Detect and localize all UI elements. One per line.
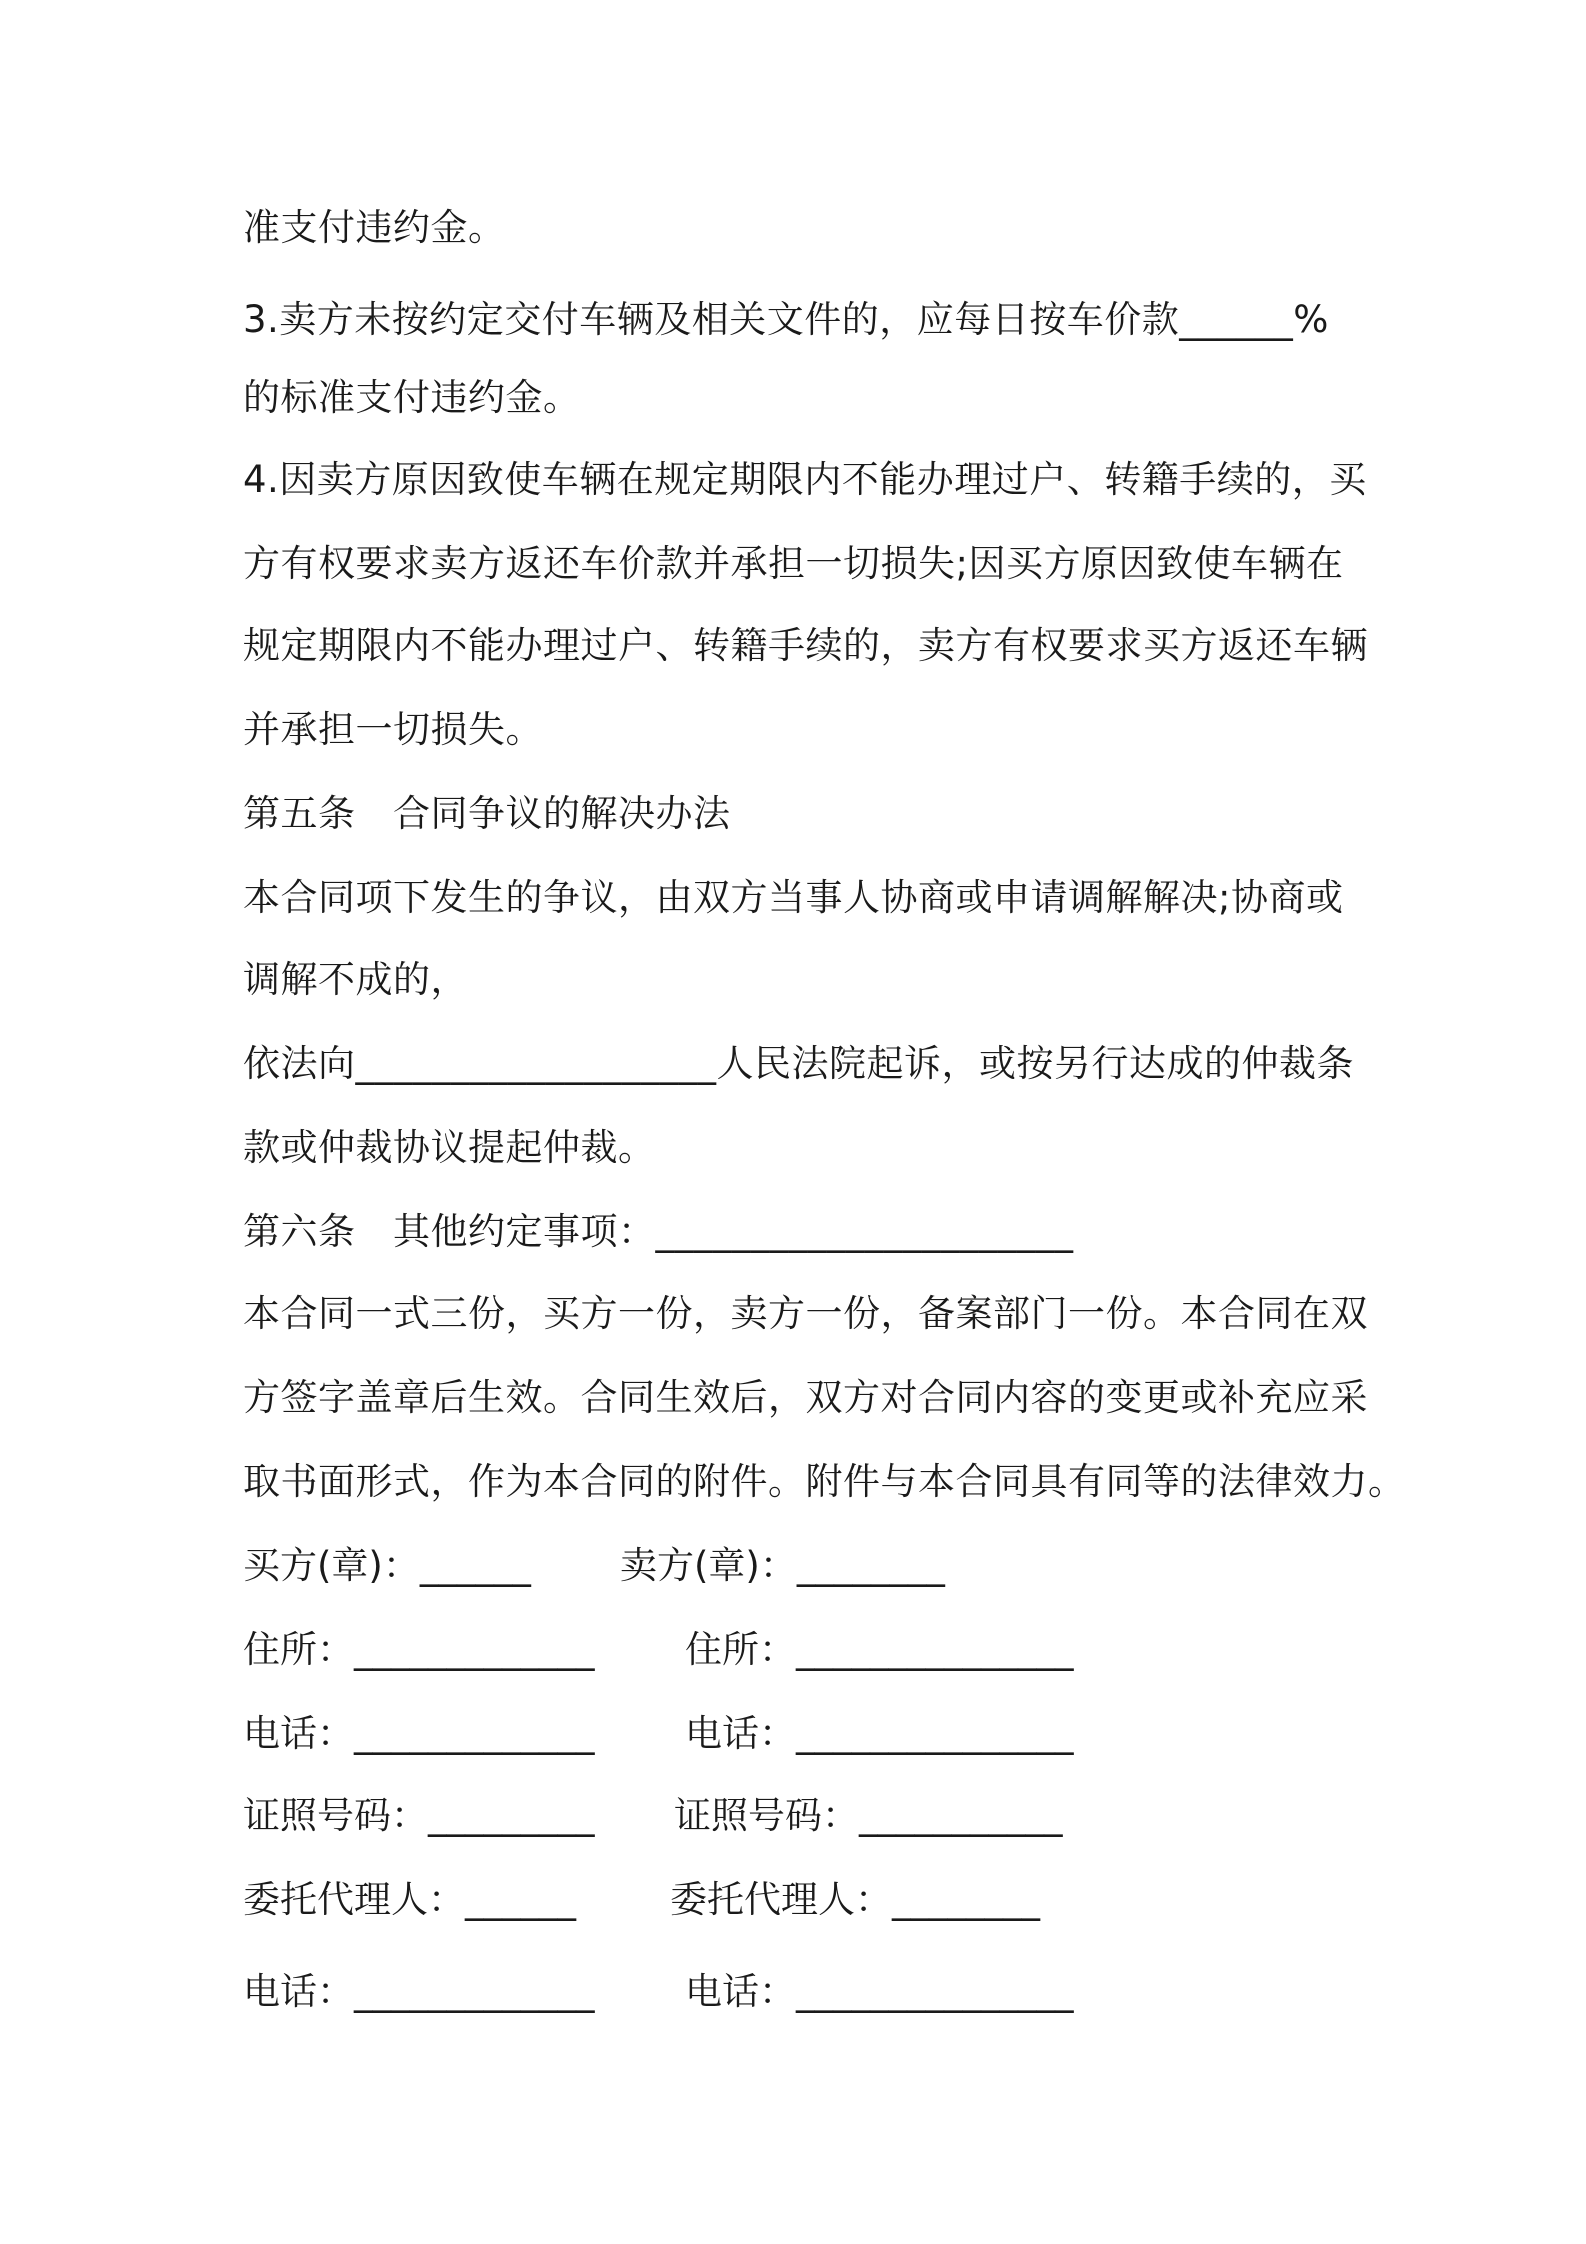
section-heading: 第五条 合同争议的解决办法 bbox=[243, 792, 731, 835]
text-line: 方有权要求卖方返还车价款并承担一切损失;因买方原因致使车辆在 bbox=[243, 542, 1344, 585]
text-line: 本合同一式三份，买方一份，卖方一份，备案部门一份。本合同在双 bbox=[243, 1292, 1368, 1335]
text-line: 取书面形式，作为本合同的附件。附件与本合同具有同等的法律效力。 bbox=[243, 1460, 1406, 1503]
buyer-seal-field: 买方(章)：______ bbox=[243, 1544, 531, 1587]
text-line: 本合同项下发生的争议，由双方当事人协商或申请调解解决;协商或 bbox=[243, 876, 1344, 919]
text-line: 依法向___________________人民法院起诉，或按另行达成的仲裁条 bbox=[243, 1042, 1354, 1085]
text-line: 准支付违约金。 bbox=[243, 206, 506, 249]
buyer-phone-field: 电话：_____________ bbox=[243, 1712, 595, 1755]
text-line: 并承担一切损失。 bbox=[243, 708, 543, 751]
clause-line: 4.因卖方原因致使车辆在规定期限内不能办理过户、转籍手续的，买 bbox=[243, 458, 1367, 501]
text-line: 方签字盖章后生效。合同生效后，双方对合同内容的变更或补充应采 bbox=[243, 1376, 1368, 1419]
buyer-license-field: 证照号码：_________ bbox=[243, 1794, 595, 1837]
seller-address-field: 住所：_______________ bbox=[685, 1628, 1074, 1671]
text-line: 规定期限内不能办理过户、转籍手续的，卖方有权要求买方返还车辆 bbox=[243, 624, 1368, 667]
seller-seal-field: 卖方(章)：________ bbox=[620, 1544, 945, 1587]
text-line: 款或仲裁协议提起仲裁。 bbox=[243, 1126, 656, 1169]
seller-license-field: 证照号码：___________ bbox=[674, 1794, 1063, 1837]
text-line: 的标准支付违约金。 bbox=[243, 376, 581, 419]
seller-phone-field: 电话：_______________ bbox=[685, 1712, 1074, 1755]
buyer-agent-phone-field: 电话：_____________ bbox=[243, 1970, 595, 2013]
buyer-agent-field: 委托代理人：______ bbox=[243, 1878, 576, 1921]
section-heading: 第六条 其他约定事项：______________________ bbox=[243, 1210, 1074, 1253]
buyer-address-field: 住所：_____________ bbox=[243, 1628, 595, 1671]
text-line: 调解不成的， bbox=[243, 958, 468, 1001]
clause-line: 3.卖方未按约定交付车辆及相关文件的，应每日按车价款______% bbox=[243, 298, 1329, 341]
seller-agent-phone-field: 电话：_______________ bbox=[685, 1970, 1074, 2013]
seller-agent-field: 委托代理人：________ bbox=[670, 1878, 1040, 1921]
